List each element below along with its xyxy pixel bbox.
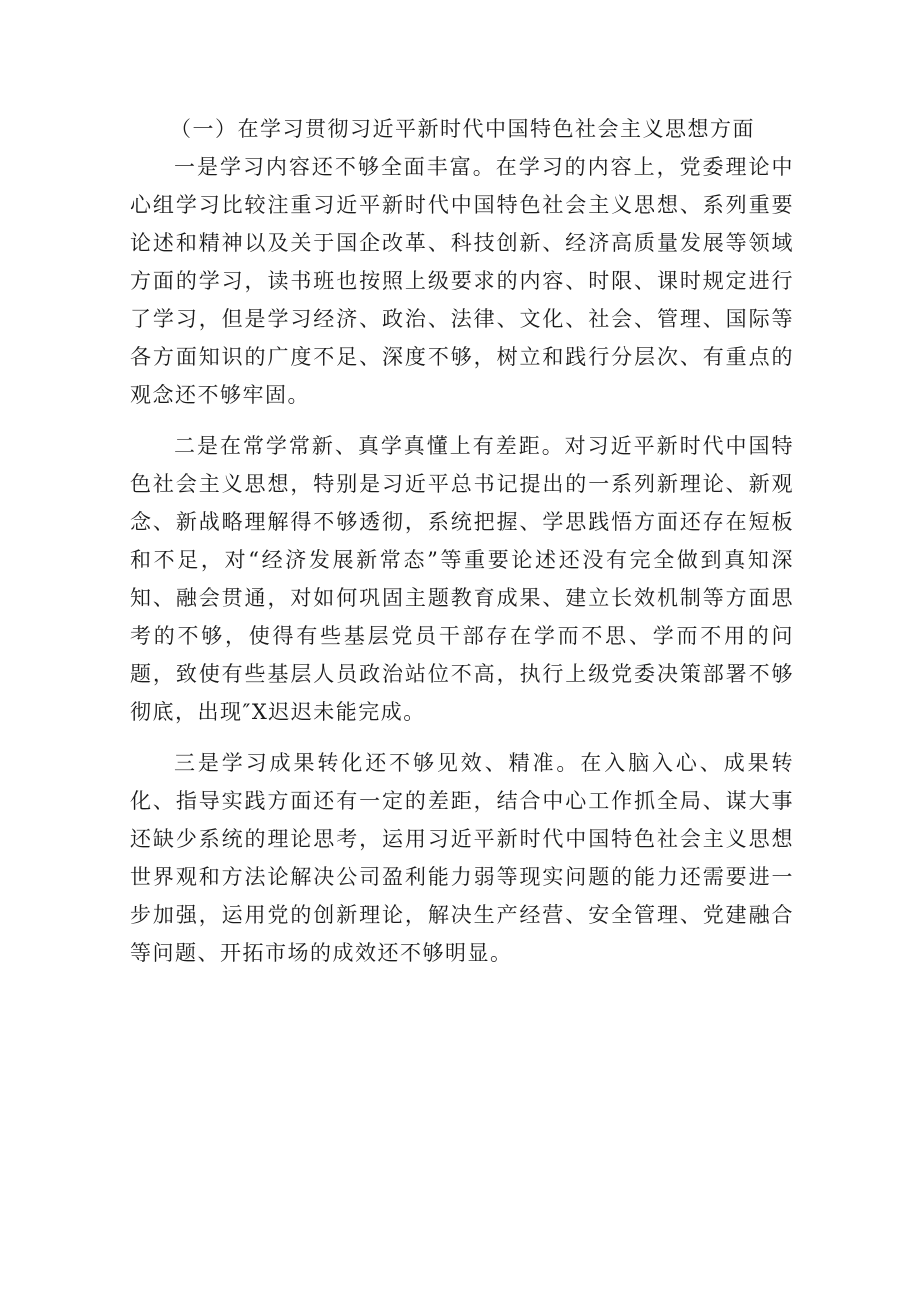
- paragraph-1: 一是学习内容还不够全面丰富。在学习的内容上，党委理论中心组学习比较注重习近平新时代中国特色社会主义思想、系列重要论述和精神以及关于国企改革、科技创新、经济高质量发展等领域方面的学习，读书班也按照上级要求的内容、时限、课时规定进行了学习，但是学习经济、政治、法律、文化、社会、管理、国际等各方面知识的广度不足、深度不够，树立和践行分层次、有重点的观念还不够牢固。: [130, 155, 794, 407]
- document-body: [130, 110, 794, 972]
- paragraph-3: 三是学习成果转化还不够见效、精准。在入脑入心、成果转化、指导实践方面还有一定的差距，结合中心工作抓全局、谋大事还缺少系统的理论思考，运用习近平新时代中国特色社会主义思想世界观和方法论解决公司盈利能力弱等现实问题的能力还需要进一步加强，运用党的创新理论，解决生产经营、安全管理、党建融合等问题、开拓市场的成效还不够明显。: [130, 751, 794, 965]
- paragraph-2: 二是在常学常新、真学真懂上有差距。对习近平新时代中国特色社会主义思想，特别是习近平总书记提出的一系列新理论、新观念、新战略理解得不够透彻，系统把握、学思践悟方面还存在短板和不足，对“经济发展新常态”等重要论述还没有完全做到真知深知、融会贯通，对如何巩固主题教育成果、建立长效机制等方面思考的不够，使得有些基层党员干部存在学而不思、学而不用的问题，致使有些基层人员政治站位不高，执行上级党委决策部署不够彻底，出现″X迟迟未能完成。: [130, 434, 794, 724]
- section-heading: （一）在学习贯彻习近平新时代中国特色社会主义思想方面: [170, 117, 755, 141]
